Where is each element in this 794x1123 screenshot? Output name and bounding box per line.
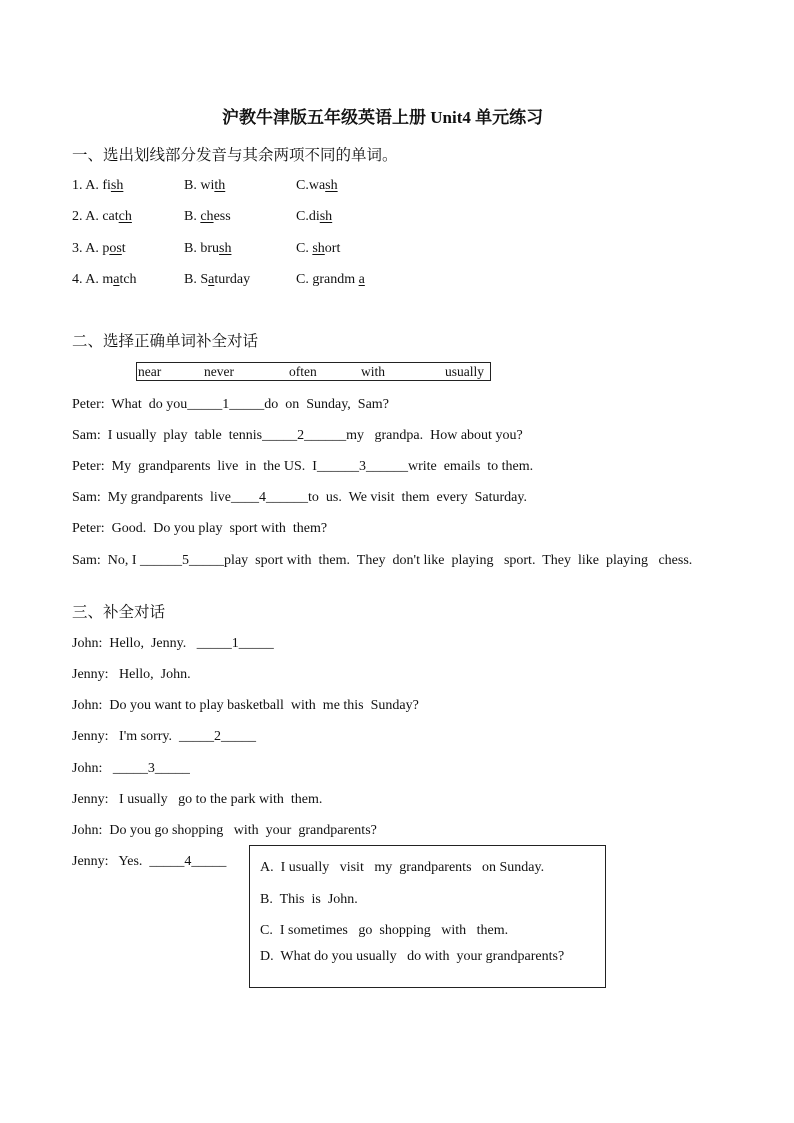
option-c xyxy=(296,240,340,258)
option-c xyxy=(296,208,332,226)
option-c xyxy=(296,177,338,195)
option-c xyxy=(296,271,365,289)
underlined-letters: ch xyxy=(118,209,132,224)
dialogue-line: Sam: No, I ______5_____play sport with them. They don't like playing sport. They like playing chess. xyxy=(72,553,693,568)
question-number: 2. A. xyxy=(72,209,103,224)
dialogue-line: John: Do you want to play basketball with me this Sunday? xyxy=(72,698,419,713)
word-part: C.di xyxy=(296,209,320,224)
underlined-letters: sh xyxy=(110,178,124,193)
word-part: ess xyxy=(213,209,231,224)
word-part: C. xyxy=(296,241,313,256)
underlined-letters: sh xyxy=(319,209,333,224)
option-b xyxy=(184,240,231,258)
option-a xyxy=(72,271,137,289)
word-part: ort xyxy=(324,241,341,256)
word-part: B. xyxy=(184,209,201,224)
option-b xyxy=(184,271,250,289)
dialogue-line: John: Hello, Jenny. _____1_____ xyxy=(72,636,274,651)
word-part: tch xyxy=(119,272,137,287)
underlined-letters: sh xyxy=(325,178,338,193)
word-part: C.wa xyxy=(296,178,326,193)
answer-option: C. I sometimes go shopping with them. xyxy=(260,923,509,938)
question-number: 1. A. xyxy=(72,178,103,193)
underlined-letters: ch xyxy=(200,209,214,224)
dialogue-line: Sam: My grandparents live____4______to us. We visit them every Saturday. xyxy=(72,490,527,505)
word-bank-item: near xyxy=(138,364,162,379)
dialogue-line: Sam: I usually play table tennis_____2______my grandpa. How about you? xyxy=(72,428,523,443)
answer-option: D. What do you usually do with your grandparents? xyxy=(260,949,565,964)
underlined-letters: a xyxy=(208,272,215,287)
word-bank-box xyxy=(136,362,491,381)
word-part: fi xyxy=(102,178,111,193)
option-a xyxy=(72,208,132,226)
word-part: B. bru xyxy=(184,241,219,256)
section1-heading: 一、选出划线部分发音与其余两项不同的单词。 xyxy=(72,146,398,164)
answer-option: B. This is John. xyxy=(260,892,358,907)
underlined-letters: a xyxy=(358,272,365,287)
question-number: 4. A. xyxy=(72,272,103,287)
dialogue-line: Peter: My grandparents live in the US. I______3______write emails to them. xyxy=(72,459,534,474)
underlined-letters: a xyxy=(113,272,120,287)
dialogue-line: Jenny: Hello, John. xyxy=(72,667,191,682)
word-bank-item: usually xyxy=(445,364,484,379)
option-b xyxy=(184,177,225,195)
answer-option: A. I usually visit my grandparents on Sunday. xyxy=(260,860,545,875)
dialogue-line: Peter: What do you_____1_____do on Sunday, Sam? xyxy=(72,397,389,412)
dialogue-line: John: _____3_____ xyxy=(72,761,190,776)
dialogue-line: Jenny: I'm sorry. _____2_____ xyxy=(72,729,256,744)
word-part: B. S xyxy=(184,272,209,287)
word-part: cat xyxy=(102,209,119,224)
underlined-letters: os xyxy=(109,241,122,256)
underlined-letters: th xyxy=(214,178,226,193)
section3-heading: 三、补全对话 xyxy=(72,603,166,621)
worksheet-title: 沪教牛津版五年级英语上册 Unit4 单元练习 xyxy=(222,108,544,127)
word-part: C. grandm xyxy=(296,272,359,287)
question-number: 3. A. xyxy=(72,241,103,256)
option-b xyxy=(184,208,231,226)
word-part: B. wi xyxy=(184,178,215,193)
word-bank-item: never xyxy=(204,364,234,379)
answer-options-box xyxy=(249,845,606,988)
word-bank-item: often xyxy=(289,364,317,379)
section2-heading: 二、选择正确单词补全对话 xyxy=(72,332,259,350)
word-part: turday xyxy=(214,272,251,287)
word-part: t xyxy=(121,241,126,256)
dialogue-line: Jenny: I usually go to the park with them. xyxy=(72,792,323,807)
underlined-letters: sh xyxy=(312,241,325,256)
word-part: p xyxy=(102,241,110,256)
option-a xyxy=(72,177,123,195)
word-part: m xyxy=(102,272,114,287)
dialogue-line: Peter: Good. Do you play sport with them? xyxy=(72,521,328,536)
option-a xyxy=(72,240,126,258)
underlined-letters: sh xyxy=(219,241,232,256)
dialogue-line: John: Do you go shopping with your grandparents? xyxy=(72,823,377,838)
word-bank-item: with xyxy=(361,364,386,379)
dialogue-line: Jenny: Yes. _____4_____ xyxy=(72,854,227,869)
